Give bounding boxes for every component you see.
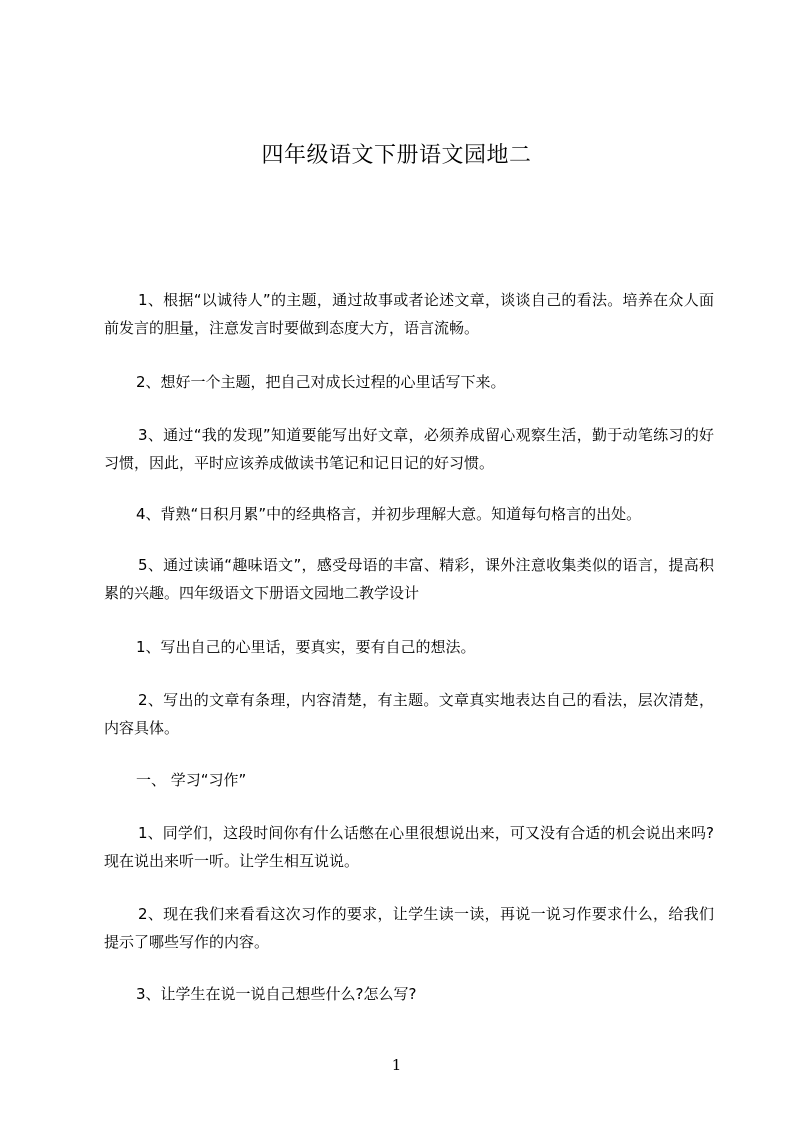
paragraph-4: 4、背熟“日积月累”中的经典格言，并初步理解大意。知道每句格言的出处。 [136,505,642,523]
paragraph-5: 5、通过读诵“趣味语文”，感受母语的丰富、精彩，课外注意收集类似的语言，提高积累的兴趣。四年级语文下册语文园地二教学设计 [104,556,714,602]
document-title: 四年级语文下册语文园地二 [261,143,532,168]
paragraph-10: 3、让学生在说一说自己想些什么?怎么写? [136,985,417,1003]
paragraph-7: 2、写出的文章有条理，内容清楚，有主题。文章真实地表达自己的看法，层次清楚，内容具体。 [104,691,714,737]
paragraph-6: 1、写出自己的心里话，要真实，要有自己的想法。 [136,638,476,656]
paragraph-3: 3、通过“我的发现”知道要能写出好文章，必须养成留心观察生活，勤于动笔练习的好习惯，因此，平时应该养成做读书笔记和记日记的好习惯。 [104,426,714,472]
paragraph-1: 1、根据“以诚待人”的主题，通过故事或者论述文章，谈谈自己的看法。培养在众人面前发言的胆量，注意发言时要做到态度大方，语言流畅。 [104,291,714,337]
paragraph-9: 2、现在我们来看看这次习作的要求，让学生读一读，再说一说习作要求什么，给我们提示了哪些写作的内容。 [104,905,714,951]
page-number: 1 [391,1056,402,1074]
paragraph-2: 2、想好一个主题，把自己对成长过程的心里话写下来。 [136,373,506,391]
section-heading: 一、 学习“习作” [136,771,247,789]
paragraph-8: 1、同学们，这段时间你有什么话憋在心里很想说出来，可又没有合适的机会说出来吗?现在说出来听一听。让学生相互说说。 [104,824,714,870]
